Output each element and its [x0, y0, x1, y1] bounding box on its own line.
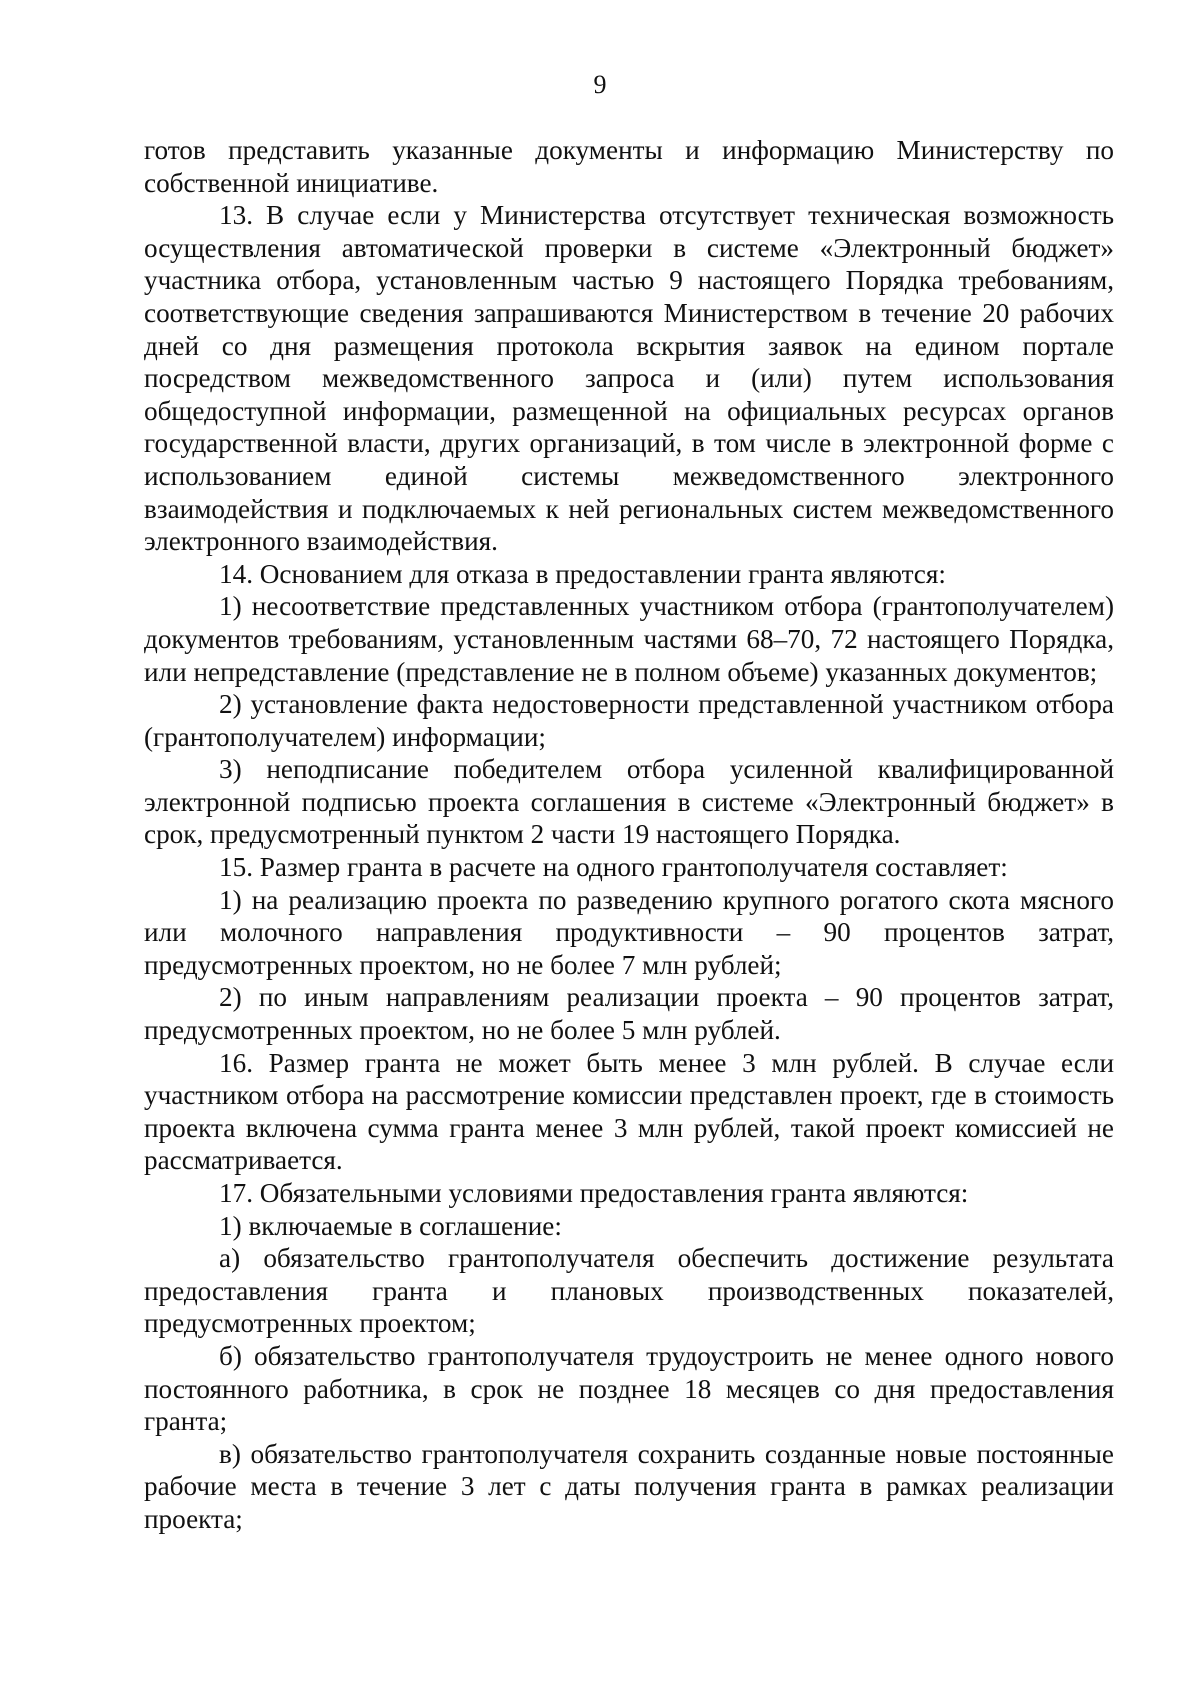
paragraph-14-item-2: 2) установление факта недостоверности представленной участником отбора (грантополучателем) информации; [144, 689, 1114, 752]
paragraph-17: 17. Обязательными условиями предоставления гранта являются: [219, 1178, 969, 1208]
paragraph-16: 16. Размер гранта не может быть менее 3 млн рублей. В случае если участником отбора на рассмотрение комиссии представлен проект, где в стоимость проекта включена сумма гранта менее 3 млн рублей, такой проект комиссией не рассматривается. [144, 1047, 1114, 1176]
paragraph-17-item-1: 1) включаемые в соглашение: [219, 1210, 562, 1241]
page-number: 9 [593, 70, 607, 99]
paragraph-15-item-2: 2) по иным направлениям реализации проекта – 90 процентов затрат, предусмотренных проектом, но не более 5 млн рублей. [144, 982, 1114, 1046]
paragraph-17-subitem-b: б) обязательство грантополучателя трудоустроить не менее одного нового постоянного работника, в срок не позднее 18 месяцев со дня предоставления гранта; [144, 1340, 1114, 1437]
paragraph-14-item-1: 1) несоответствие представленных участником отбора (грантополучателем) документов требованиям, установленным частями 68–70, 72 настоящего Порядка, или непредставление (представление не в полном объеме) указанных документов; [144, 591, 1114, 687]
paragraph-17-subitem-v: в) обязательство грантополучателя сохранить созданные новые постоянные рабочие места в течение 3 лет с даты получения гранта в рамках реализации проекта; [144, 1438, 1114, 1534]
paragraph-14-item-3: 3) неподписание победителем отбора усиленной квалифицированной электронной подписью проекта соглашения в системе «Электронный бюджет» в срок, предусмотренный пунктом 2 части 19 настоящего Порядка. [144, 754, 1114, 850]
paragraph-17-subitem-a: а) обязательство грантополучателя обеспечить достижение результата предоставления гранта и плановых производственных показателей, предусмотренных проектом; [144, 1243, 1114, 1339]
paragraph-15-item-1: 1) на реализацию проекта по разведению крупного рогатого скота мясного или молочного направления продуктивности – 90 процентов затрат, предусмотренных проектом, но не более 7 млн рублей; [144, 884, 1114, 980]
paragraph-15: 15. Размер гранта в расчете на одного грантополучателя составляет: [219, 852, 1008, 883]
paragraph-continuation: готов представить указанные документы и информацию Министерству по собственной инициативе. [144, 135, 1114, 198]
paragraph-14: 14. Основанием для отказа в предоставлении гранта являются: [219, 558, 946, 589]
document-body [144, 134, 1114, 1536]
paragraph-13: 13. В случае если у Министерства отсутствует техническая возможность осуществления автоматической проверки в системе «Электронный бюджет» участника отбора, установленным частью 9 настоящего Порядка требованиям, соответствующие сведения запрашиваются Министерством в течение 20 рабочих дней со дня размещения протокола вскрытия заявок на едином портале посредством межведомственного запроса и (или) путем использования общедоступной информации, размещенной на официальных ресурсах органов государственной власти, других организаций, в том числе в электронной форме с использованием единой системы межведомственного электронного взаимодействия и подключаемых к ней региональных систем межведомственного электронного взаимодействия. [144, 200, 1114, 557]
